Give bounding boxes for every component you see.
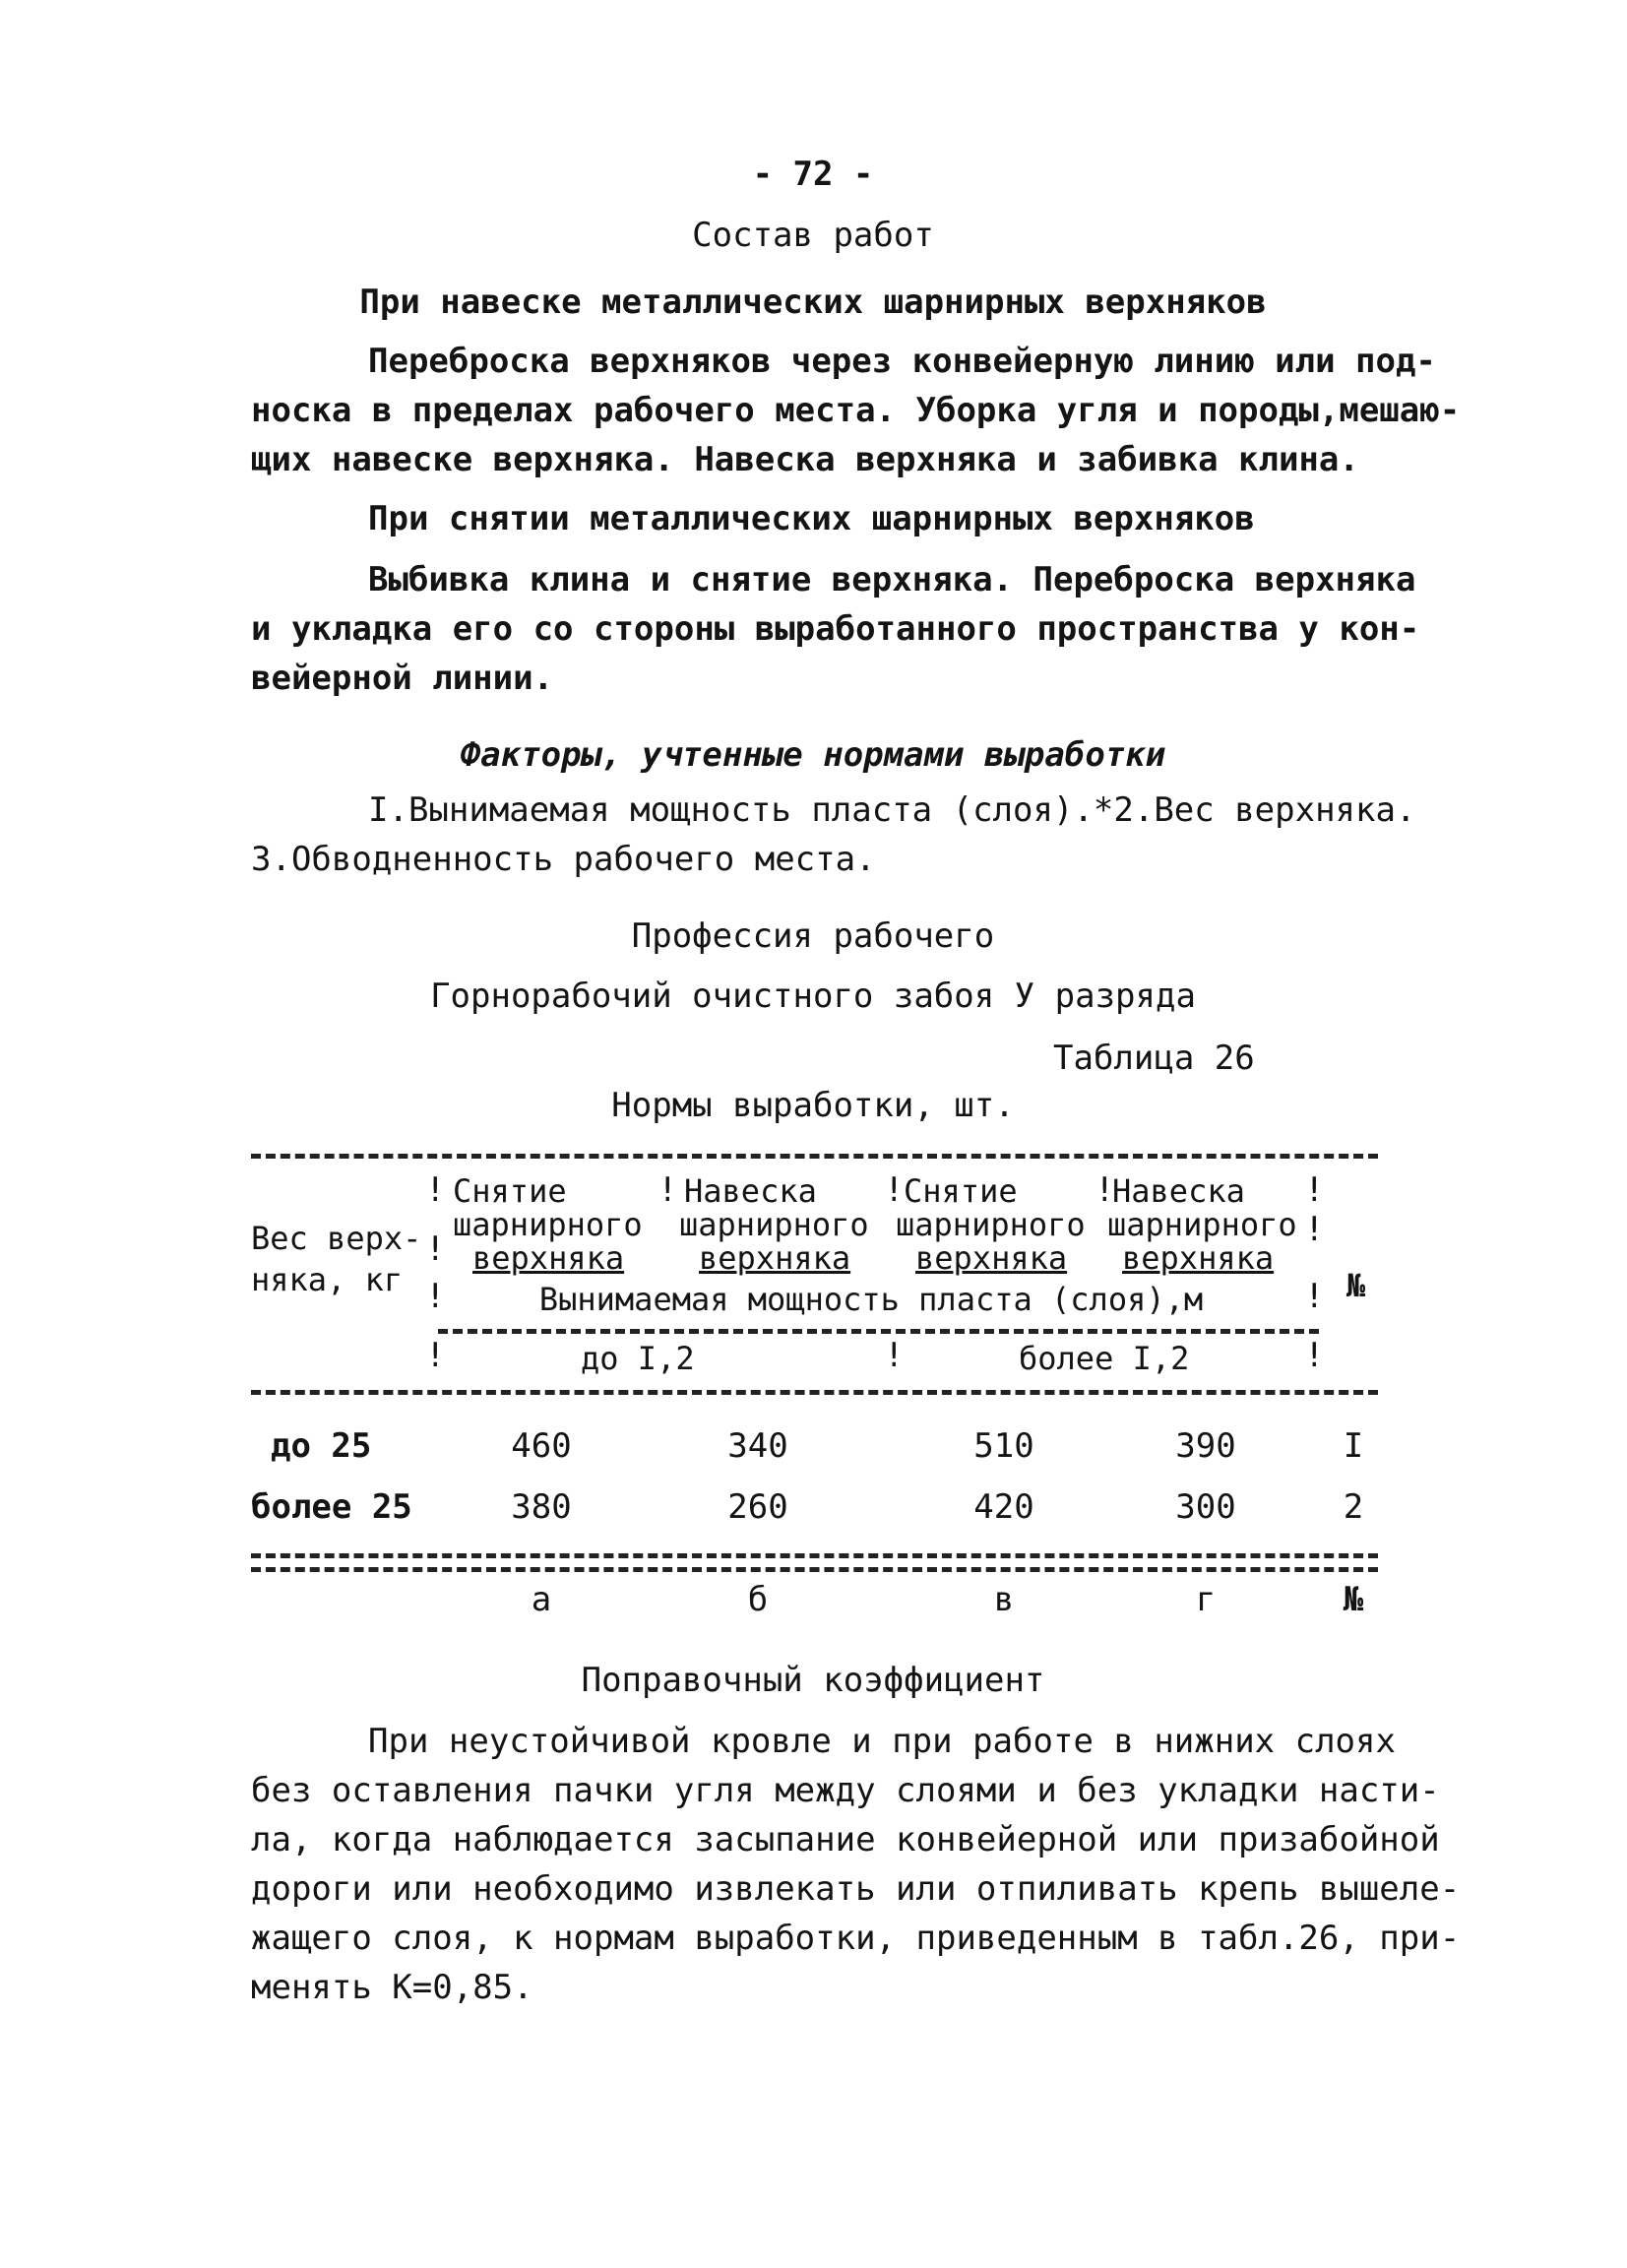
composition-title: Состав работ bbox=[692, 216, 934, 255]
removal-line-1: Выбивка клина и снятие верхняка. Переброска верхняка bbox=[368, 560, 1416, 599]
profession-name: Горнорабочий очистного забоя У разряда bbox=[430, 976, 1196, 1016]
page-number: - 72 - bbox=[752, 155, 874, 194]
row-2-col-a: 380 bbox=[511, 1487, 572, 1527]
table-rule-bottom-1 bbox=[251, 1553, 1378, 1558]
thickness-label: Вынимаемая мощность пласта (слоя),м bbox=[538, 1281, 1204, 1318]
table-rule-header-bottom bbox=[251, 1390, 1378, 1395]
row-header-line-2: няка, кг bbox=[251, 1261, 404, 1298]
factors-title: Факторы, учтенные нормами выработки bbox=[460, 735, 1166, 775]
correction-line-4: дороги или необходимо извлекать или отпиливать крепь вышеле- bbox=[251, 1869, 1461, 1909]
correction-line-6: менять К=0,85. bbox=[251, 1968, 533, 2007]
row-1-col-c: 510 bbox=[973, 1426, 1034, 1466]
factors-line-1: I.Вынимаемая мощность пласта (слоя).*2.Вес верхняка. bbox=[368, 790, 1416, 830]
col-letter-a: а bbox=[531, 1580, 552, 1619]
row-1-num: I bbox=[1343, 1426, 1364, 1466]
correction-line-2: без оставления пачки угля между слоями и без укладки насти- bbox=[251, 1771, 1440, 1810]
col-a-header-1: Снятие bbox=[453, 1172, 567, 1210]
number-symbol-footer: № bbox=[1343, 1580, 1364, 1619]
col-c-header-1: Снятие bbox=[904, 1172, 1018, 1210]
removal-heading: При снятии металлических шарнирных верхняков bbox=[368, 499, 1255, 538]
hanging-line-3: щих навеске верхняка. Навеска верхняка и забивка клина. bbox=[251, 440, 1359, 479]
col-d-header-2: шарнирного bbox=[1107, 1206, 1297, 1243]
col-c-header-3: верхняка bbox=[915, 1239, 1068, 1277]
row-2-col-c: 420 bbox=[973, 1487, 1034, 1527]
document-page: - 72 - Состав работ При навеске металлических шарнирных верхняков Переброска верхняков через конвейерную линию или под- носка в пределах рабочего места. Уборка угля и породы,мешаю- щих навеске верхняка. Навеска верхняка и забивка клина. При снятии металлических шарнирных верхняков Выбивка клина и снятие верхняка. Переброска верхняка и укладка его со стороны выработанного пространства у кон- вейерной линии. Факторы, учтенные нормами выработки I.Вынимаемая мощность пласта (слоя).*2.Вес верхняка. 3.Обводненность рабочего места. Профессия рабочего Горнорабочий очистного забоя У разряда Таблица 26 Нормы выработки, шт. Вес верх- няка, кг ! ! ! ! ! ! ! ! ! ! ! ! Снятие шарнирного верхняка Навеска шарнирного верхняка Снятие шарнирного верхняка Навеска шарнирного верхняка Вынимаемая мощность пласта (слоя),м № до I,2 более I,2 до 25 460 340 510 390 I более 25 380 260 420 300 2 а б в г № Поправочный коэффициент При неустойчивой кровле и при работе в нижних слоях без оставления пачки угля между слоями и без укладки насти- ла, когда наблюдается засыпание конвейерной или призабойной дороги или необходимо извлекать или отпиливать крепь вышеле- жащего слоя, к нормам выработки, приведенным в табл.26, при- менять К=0,85. bbox=[251, 155, 1461, 2007]
col-letter-c: в bbox=[993, 1580, 1015, 1619]
col-a-header-3: верхняка bbox=[472, 1239, 625, 1277]
row-2-num: 2 bbox=[1343, 1487, 1364, 1527]
correction-line-1: При неустойчивой кровле и при работе в нижних слоях bbox=[368, 1722, 1396, 1761]
hanging-line-1: Переброска верхняков через конвейерную линию или под- bbox=[368, 342, 1436, 381]
profession-title: Профессия рабочего bbox=[631, 916, 995, 956]
row-header-line-1: Вес верх- bbox=[251, 1220, 422, 1257]
factors-line-2: 3.Обводненность рабочего места. bbox=[251, 840, 876, 879]
row-2-col-d: 300 bbox=[1175, 1487, 1236, 1527]
table-label: Таблица 26 bbox=[1053, 1039, 1255, 1078]
row-2-col-b: 260 bbox=[727, 1487, 788, 1527]
correction-line-5: жащего слоя, к нормам выработки, приведенным в табл.26, при- bbox=[251, 1919, 1461, 1958]
col-letter-b: б bbox=[747, 1580, 769, 1619]
thickness-group-2: более I,2 bbox=[1019, 1340, 1190, 1377]
hanging-heading: При навеске металлических шарнирных верхняков bbox=[359, 283, 1267, 322]
col-d-header-3: верхняка bbox=[1122, 1239, 1275, 1277]
number-symbol-header: № bbox=[1346, 1267, 1366, 1304]
col-b-header-3: верхняка bbox=[699, 1239, 851, 1277]
col-a-header-2: шарнирного bbox=[453, 1206, 643, 1243]
removal-line-2: и укладка его со стороны выработанного пространства у кон- bbox=[251, 609, 1420, 649]
row-1-col-a: 460 bbox=[511, 1426, 572, 1466]
thickness-group-1: до I,2 bbox=[581, 1340, 695, 1377]
table-title: Нормы выработки, шт. bbox=[611, 1086, 1015, 1125]
col-letter-d: г bbox=[1195, 1580, 1217, 1619]
correction-title: Поправочный коэффициент bbox=[581, 1661, 1045, 1700]
hanging-line-2: носка в пределах рабочего места. Уборка угля и породы,мешаю- bbox=[251, 391, 1461, 430]
table-rule-thickness bbox=[438, 1329, 1319, 1334]
row-1-col-d: 390 bbox=[1175, 1426, 1236, 1466]
table-rule-top bbox=[251, 1154, 1378, 1159]
correction-line-3: ла, когда наблюдается засыпание конвейерной или призабойной bbox=[251, 1820, 1440, 1859]
row-2-weight: более 25 bbox=[251, 1487, 412, 1527]
col-d-header-1: Навеска bbox=[1112, 1172, 1245, 1210]
row-1-weight: до 25 bbox=[271, 1426, 372, 1466]
col-b-header-1: Навеска bbox=[684, 1172, 817, 1210]
row-1-col-b: 340 bbox=[727, 1426, 788, 1466]
col-b-header-2: шарнирного bbox=[679, 1206, 869, 1243]
col-c-header-2: шарнирного bbox=[896, 1206, 1086, 1243]
table-rule-bottom-2 bbox=[251, 1567, 1378, 1572]
removal-line-3: вейерной линии. bbox=[251, 659, 554, 698]
